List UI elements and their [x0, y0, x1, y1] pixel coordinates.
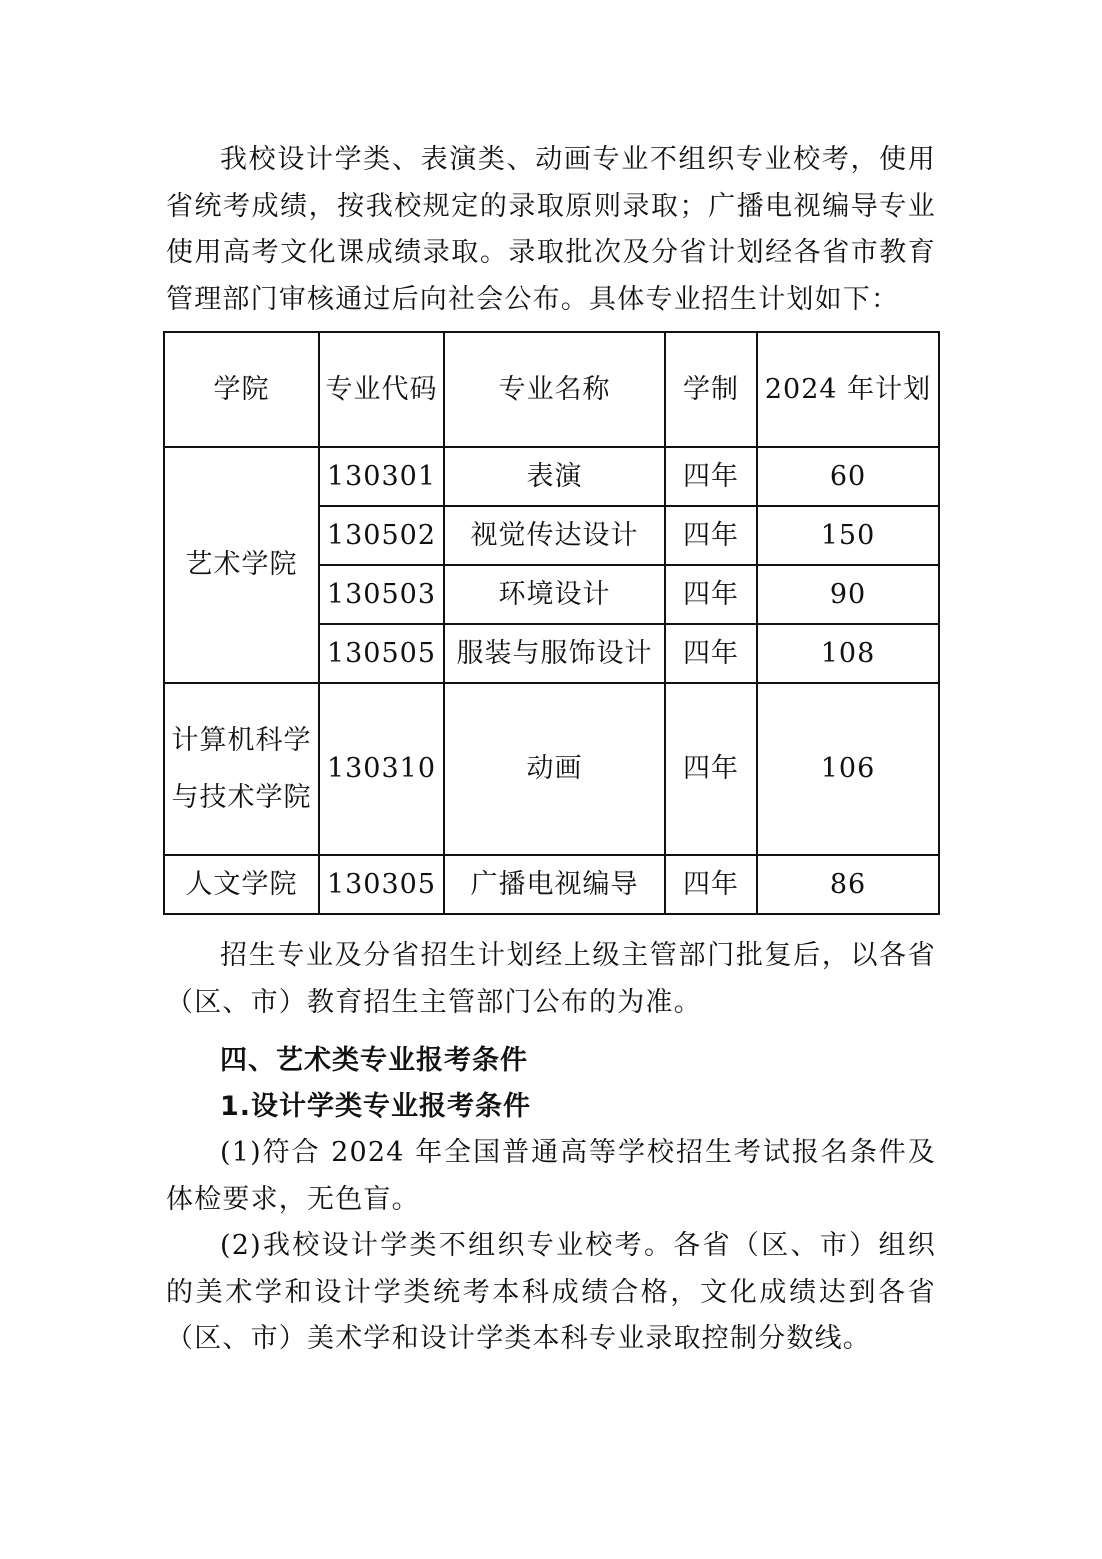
table-header-row: [164, 332, 939, 447]
document-page: [166, 137, 936, 1363]
table-row: [164, 683, 939, 855]
after-table-paragraph: 招生专业及分省招生计划经上级主管部门批复后，以各省（区、市）教育招生主管部门公布的为准。: [166, 940, 936, 1018]
spacer: [166, 915, 936, 933]
major-name-cell: 视觉传达设计: [444, 506, 665, 565]
plan-cell: 90: [757, 565, 939, 624]
major-code-cell: 130301: [319, 447, 444, 506]
major-name-cell: 环境设计: [444, 565, 665, 624]
duration-cell: 四年: [665, 565, 757, 624]
enrollment-plan-table: [163, 331, 940, 915]
plan-cell: 150: [757, 506, 939, 565]
section-heading: 四、艺术类专业报考条件: [220, 1045, 528, 1076]
duration-cell: 四年: [665, 683, 757, 855]
major-code-cell: 130503: [319, 565, 444, 624]
duration-cell: 四年: [665, 624, 757, 683]
duration-cell: 四年: [665, 855, 757, 914]
major-name-cell: 广播电视编导: [444, 855, 665, 914]
table-row: [164, 447, 939, 506]
intro-paragraph: 我校设计学类、表演类、动画专业不组织专业校考，使用省统考成绩，按我校规定的录取原则录取；广播电视编导专业使用高考文化课成绩录取。录取批次及分省计划经各省市教育管理部门审核通过后向社会公布。具体专业招生计划如下：: [166, 144, 936, 315]
plan-cell: 86: [757, 855, 939, 914]
major-name-cell: 动画: [444, 683, 665, 855]
header-major-name: 专业名称: [444, 332, 665, 447]
major-code-cell: 130502: [319, 506, 444, 565]
duration-cell: 四年: [665, 506, 757, 565]
header-duration: 学制: [665, 332, 757, 447]
subsection-heading: 1.设计学类专业报考条件: [220, 1091, 532, 1122]
duration-cell: 四年: [665, 447, 757, 506]
major-code-cell: 130310: [319, 683, 444, 855]
plan-cell: 108: [757, 624, 939, 683]
major-code-cell: 130305: [319, 855, 444, 914]
header-college: 学院: [164, 332, 319, 447]
major-name-cell: 表演: [444, 447, 665, 506]
major-name-cell: 服装与服饰设计: [444, 624, 665, 683]
major-code-cell: 130505: [319, 624, 444, 683]
condition-paragraph-1: (1)符合 2024 年全国普通高等学校招生考试报名条件及体检要求，无色盲。: [166, 1137, 936, 1215]
condition-paragraph-2: (2)我校设计学类不组织专业校考。各省（区、市）组织的美术学和设计学类统考本科成绩合格，文化成绩达到各省（区、市）美术学和设计学类本科专业录取控制分数线。: [166, 1230, 936, 1354]
college-cell: 艺术学院: [164, 447, 319, 683]
header-2024-plan: 2024 年计划: [757, 332, 939, 447]
spacer: [166, 1026, 936, 1038]
table-row: [164, 855, 939, 914]
plan-cell: 60: [757, 447, 939, 506]
plan-cell: 106: [757, 683, 939, 855]
college-cell: 人文学院: [164, 855, 319, 914]
college-cell: 计算机科学与技术学院: [164, 683, 319, 855]
header-major-code: 专业代码: [319, 332, 444, 447]
